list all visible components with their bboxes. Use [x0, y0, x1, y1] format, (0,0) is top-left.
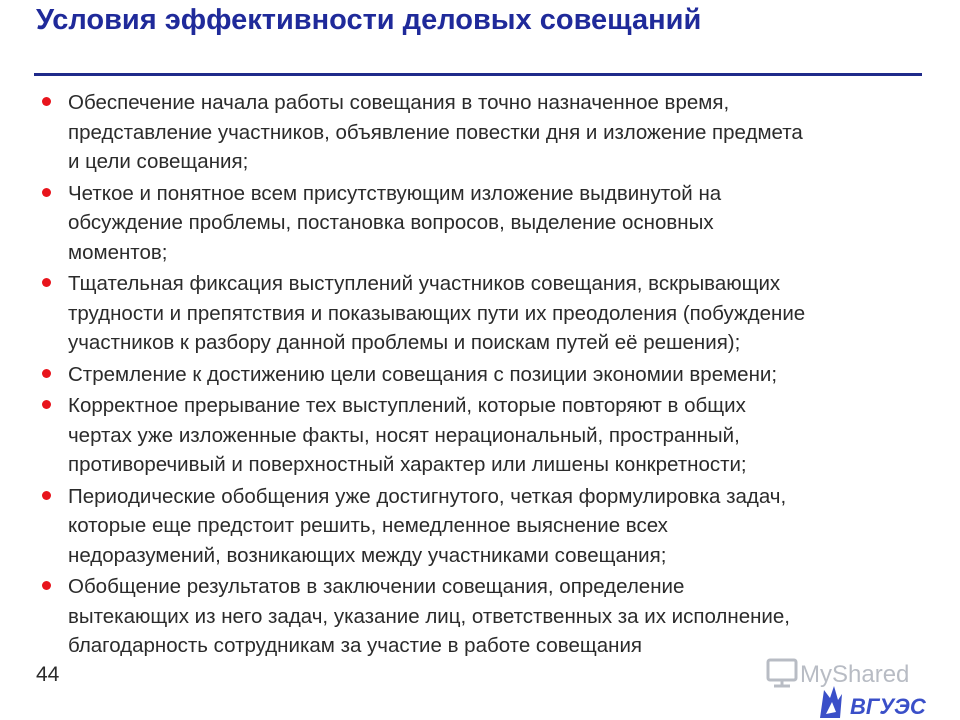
bullet-dot [42, 491, 51, 500]
list-item [38, 482, 938, 571]
watermark-logo [762, 656, 932, 720]
list-item [38, 269, 938, 358]
list-item [38, 88, 938, 177]
bullet-dot [42, 581, 51, 590]
list-item-text: Тщательная фиксация выступлений участников совещания, вскрывающих трудности и препятствия и показывающих пути их преодоления (побуждение участников к разбору данной проблемы и поискам путей её решения); [68, 272, 806, 354]
list-item [38, 391, 938, 480]
list-item-text: Обеспечение начала работы совещания в точно назначенное время, представление участников, объявление повестки дня и изложение предмета и цели совещания; [68, 91, 803, 173]
list-item [38, 179, 938, 268]
list-item-text: Четкое и понятное всем присутствующим изложение выдвинутой на обсуждение проблемы, постановка вопросов, выделение основных моментов; [68, 181, 722, 264]
list-item-text: Стремление к достижению цели совещания с позиции экономии времени; [68, 362, 778, 386]
list-item-text: Корректное прерывание тех выступлений, которые повторяют в общих чертах уже изложенные факты, носят нерациональный, пространный, противоречивый и поверхностный характер или лишены конкретности; [68, 394, 747, 476]
university-emblem-icon [820, 686, 842, 718]
list-item-text: Периодические обобщения уже достигнутого, четкая формулировка задач, которые еще предстоит решить, немедленное выяснение всех недоразумений, возникающих между участниками совещания; [68, 484, 787, 567]
bullet-list [38, 88, 938, 663]
list-item-text: Обобщение результатов в заключении совещания, определение вытекающих из него задач, указание лиц, ответственных за их исполнение, благодарность сотрудникам за участие в работе совещания [68, 575, 790, 657]
bullet-dot [42, 400, 51, 409]
bullet-dot [42, 97, 51, 106]
list-item [38, 360, 938, 390]
title-divider [34, 73, 922, 76]
page-number: 44 [36, 663, 60, 686]
university-logo-text: ВГУЭС [850, 694, 926, 719]
presentation-icon [768, 660, 796, 686]
bullet-dot [42, 188, 51, 197]
list-item [38, 572, 938, 661]
slide-title: Условия эффективности деловых совещаний [36, 4, 702, 36]
bullet-dot [42, 369, 51, 378]
bullet-dot [42, 278, 51, 287]
watermark-text: MyShared [800, 661, 910, 688]
